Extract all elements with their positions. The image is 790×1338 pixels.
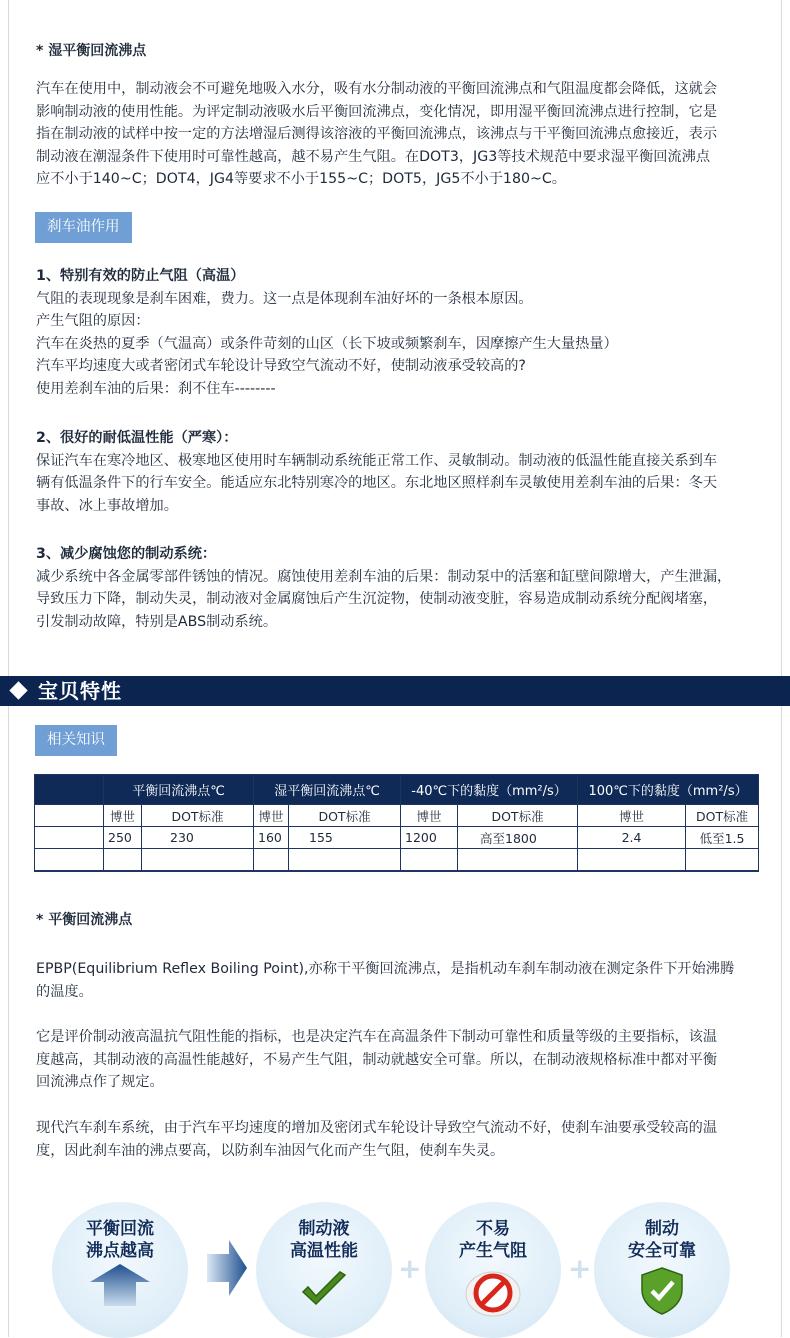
role-heading-1: 1、特别有效的防止气阻（高温） <box>36 268 245 284</box>
table-cell: 低至1.5 <box>686 827 759 849</box>
table-row <box>35 849 759 871</box>
brake-oil-role-tag: 刹车油作用 <box>35 212 132 243</box>
boiling-point-title: * 平衡回流沸点 <box>36 912 133 928</box>
text-line: 保证汽车在寒冷地区、极寒地区使用时车辆制动系统能正常工作、灵敏制动。制动液的低温性能直接关系到车 <box>36 452 718 469</box>
plus-icon: + <box>398 1252 422 1285</box>
table-bottom-rule <box>34 870 759 872</box>
plus-icon: + <box>568 1252 592 1285</box>
text-line: 它是评价制动液高温抗气阻性能的指标，也是决定汽车在高温条件下制动可靠性和质量等级的主要指标，该温 <box>36 1029 718 1045</box>
table-cell: 230 <box>142 827 254 849</box>
feature-label-line: 产生气阻 <box>459 1241 527 1261</box>
table-cell: DOT标准 <box>686 805 759 827</box>
table-row <box>35 827 759 849</box>
feature-label <box>594 1218 730 1262</box>
related-knowledge-tag: 相关知识 <box>35 725 117 756</box>
text-line: 引发制动故障，特别是ABS制动系统。 <box>36 613 278 630</box>
text-line: 影响制动液的使用性能。为评定制动液吸水后平衡回流沸点，变化情况，即用湿平衡回流沸点进行控制，它是 <box>36 103 718 120</box>
wet-boiling-point-title: * 湿平衡回流沸点 <box>36 43 147 59</box>
chevron-right-icon <box>207 1240 247 1296</box>
table-cell <box>686 849 759 871</box>
feature-label <box>425 1218 561 1262</box>
text-line: 产生气阻的原因： <box>36 313 150 329</box>
diamond-icon <box>9 681 27 699</box>
table-cell: 250 <box>104 827 142 849</box>
table-header-cell <box>35 775 104 805</box>
text-line: 事故、冰上事故增加。 <box>36 497 178 514</box>
feature-label-line: 平衡回流 <box>86 1219 154 1239</box>
text-line: 度，因此刹车油的沸点要高，以防刹车油因气化而产生气阻，使刹车失灵。 <box>36 1142 505 1159</box>
text-line: 制动液在潮湿条件下使用时可靠性越高，越不易产生气阻。在DOT3，JG3等技术规范中要求湿平衡回流沸点 <box>36 148 711 165</box>
text-line: EPBP(Equilibrium Reflex Boiling Point),亦称干平衡回流沸点，是指机动车刹车制动液在测定条件下开始沸腾 <box>36 961 735 977</box>
table-cell <box>578 849 686 871</box>
text-line: 度越高，其制动液的高温性能越好，不易产生气阻，制动就越安全可靠。所以，在制动液规格标准中都对平衡 <box>36 1051 718 1068</box>
table-cell <box>35 827 104 849</box>
feature-label-line: 沸点越高 <box>86 1241 154 1261</box>
table-cell <box>35 805 104 827</box>
check-mark-icon <box>300 1270 348 1310</box>
text-line: 汽车平均速度大或者密闭式车轮设计导致空气流动不好，使制动液承受较高的? <box>36 358 526 374</box>
table-cell <box>401 849 458 871</box>
feature-label-line: 高温性能 <box>290 1241 358 1261</box>
role-heading-3: 3、减少腐蚀您的制动系统： <box>36 546 217 562</box>
table-cell: 2.4 <box>578 827 686 849</box>
band-title: 宝贝特性 <box>38 679 122 703</box>
table-cell: DOT标准 <box>289 805 401 827</box>
table-cell: DOT标准 <box>458 805 578 827</box>
text-line: 汽车在使用中，制动液会不可避免地吸入水分，吸有水分制动液的平衡回流沸点和气阻温度都会降低，这就会 <box>36 81 718 97</box>
table-cell <box>289 849 401 871</box>
table-cell <box>35 849 104 871</box>
table-cell <box>458 849 578 871</box>
feature-label <box>52 1218 188 1262</box>
text-line: 导致压力下降，制动失灵，制动液对金属腐蚀后产生沉淀物，使制动液变脏，容易造成制动系统分配阀堵塞， <box>36 591 718 607</box>
table-header-cell: 湿平衡回流沸点℃ <box>254 775 401 805</box>
table-cell: 博世 <box>254 805 289 827</box>
wet-boiling-point-paragraph <box>36 78 762 191</box>
text-line: 现代汽车刹车系统，由于汽车平均速度的增加及密闭式车轮设计导致空气流动不好，使刹车油要承受较高的温 <box>36 1120 718 1136</box>
table-header-row <box>35 775 759 805</box>
text-line: 使用差刹车油的后果：刹不住车-------- <box>36 380 276 397</box>
feature-label-line: 制动 <box>645 1219 679 1239</box>
table-row <box>35 805 759 827</box>
table-cell <box>104 849 142 871</box>
text-line: 应不小于140~C；DOT4，JG4等要求不小于155~C；DOT5，JG5不小于180~C。 <box>36 171 566 187</box>
text-line: 汽车在炎热的夏季（气温高）或条件苛刻的山区（长下坡或频繁刹车，因摩擦产生大量热量） <box>36 335 618 352</box>
table-header-cell: -40℃下的黏度（mm²/s） <box>401 775 578 805</box>
spec-table <box>34 774 759 871</box>
table-cell: 1200 <box>401 827 458 849</box>
table-cell: 高至1800 <box>458 827 578 849</box>
up-arrow-icon <box>88 1262 152 1308</box>
feature-label-line: 不易 <box>476 1219 510 1239</box>
feature-circle-safe <box>594 1202 730 1338</box>
text-line: 的温度。 <box>36 983 93 1000</box>
table-cell: DOT标准 <box>142 805 254 827</box>
boiling-point-paragraph-2 <box>36 1026 762 1094</box>
text-line: 回流沸点作了规定。 <box>36 1074 164 1090</box>
table-cell <box>142 849 254 871</box>
text-line: 减少系统中各金属零部件锈蚀的情况。腐蚀使用差刹车油的后果：制动泵中的活塞和缸壁间隙增大，产生泄漏， <box>36 568 732 585</box>
prohibit-icon <box>465 1268 521 1318</box>
feature-circle-high-temp <box>256 1202 392 1338</box>
table-cell <box>254 849 289 871</box>
feature-label <box>256 1218 392 1262</box>
feature-circle-boiling <box>52 1202 188 1338</box>
boiling-point-paragraph-1 <box>36 958 762 1003</box>
feature-label-line: 安全可靠 <box>628 1241 696 1261</box>
table-cell: 博世 <box>401 805 458 827</box>
feature-circle-no-vapor-lock <box>425 1202 561 1338</box>
table-cell: 博世 <box>578 805 686 827</box>
feature-label-line: 制动液 <box>298 1219 350 1239</box>
text-line: 气阻的表现现象是刹车困难，费力。这一点是体现刹车油好坏的一条根本原因。 <box>36 290 533 307</box>
shield-check-icon <box>640 1266 684 1316</box>
table-header-cell: 100℃下的黏度（mm²/s） <box>578 775 759 805</box>
role-section-3 <box>36 543 762 633</box>
role-section-1 <box>36 265 762 400</box>
table-cell: 160 <box>254 827 289 849</box>
table-cell: 155 <box>289 827 401 849</box>
boiling-point-paragraph-3 <box>36 1117 762 1162</box>
table-header-cell: 平衡回流沸点℃ <box>104 775 254 805</box>
text-line: 指在制动液的试样中按一定的方法增湿后测得该溶液的平衡回流沸点，该沸点与干平衡回流沸点愈接近，表示 <box>36 126 718 142</box>
text-line: 辆有低温条件下的行车安全。能适应东北特别寒冷的地区。东北地区照样刹车灵敏使用差刹车油的后果：冬天 <box>36 475 718 491</box>
table-cell: 博世 <box>104 805 142 827</box>
role-section-2 <box>36 427 762 517</box>
role-heading-2: 2、很好的耐低温性能（严寒）： <box>36 430 238 446</box>
product-features-band <box>0 676 790 706</box>
